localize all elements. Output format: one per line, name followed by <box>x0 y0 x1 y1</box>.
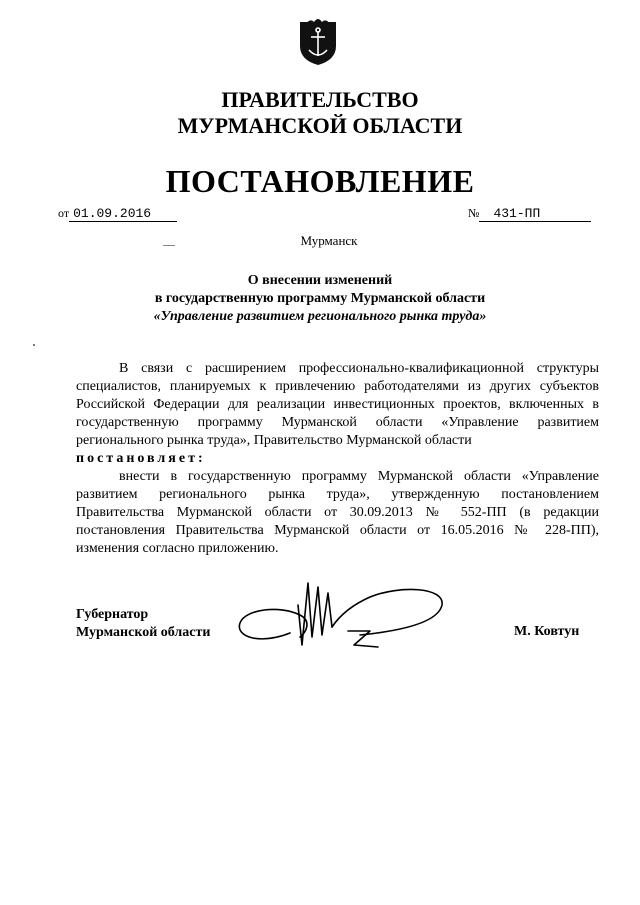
handwritten-signature-icon <box>230 575 460 665</box>
date-prefix: от <box>58 206 70 220</box>
government-title-line2: МУРМАНСКОЙ ОБЛАСТИ <box>177 113 463 138</box>
body-paragraph-1: В связи с расширением профессионально-квалификационной структуры специалистов, планируемых к привлечению работодателями из других субъектов Российской Федерации для реализации инвестиционных проектов, включенных в государственную программу Мурманской области «Управление развитием регионального рынка труда», Правительство Мурманской области <box>76 361 599 448</box>
position-line1: Губернатор <box>76 607 149 622</box>
document-date: 01.09.2016 <box>69 206 177 222</box>
heading-line2: в государственную программу Мурманской области <box>154 291 486 306</box>
coat-of-arms-icon <box>296 16 340 66</box>
number-prefix: № <box>468 206 480 220</box>
document-body <box>76 360 599 558</box>
body-paragraph-2: внести в государственную программу Мурманской области «Управление развитием регионального рынка труда», утвержденную постановлением Правительства Мурманской области от 30.09.2013 № 552-ПП (в редакции постановления Правительства Мурманской области от 16.05.2016 № 228-ПП), изменения согласно приложению. <box>76 469 599 556</box>
date-field <box>58 206 177 222</box>
document-heading <box>0 272 640 326</box>
document-type-title: ПОСТАНОВЛЕНИЕ <box>165 163 475 199</box>
document-number: 431-ПП <box>479 206 591 222</box>
position-line2: Мурманской области <box>76 625 211 640</box>
heading-line3: «Управление развитием регионального рынка труда» <box>153 309 487 324</box>
signatory-position <box>76 606 210 642</box>
government-title-line1: ПРАВИТЕЛЬСТВО <box>221 87 419 112</box>
signatory-name: М. Ковтун <box>514 624 580 639</box>
margin-dot <box>33 344 35 346</box>
number-field <box>468 206 591 222</box>
resolves-word: постановляет: <box>76 451 206 466</box>
city-name: Мурманск <box>300 233 358 248</box>
heading-line1: О внесении изменений <box>247 273 393 288</box>
